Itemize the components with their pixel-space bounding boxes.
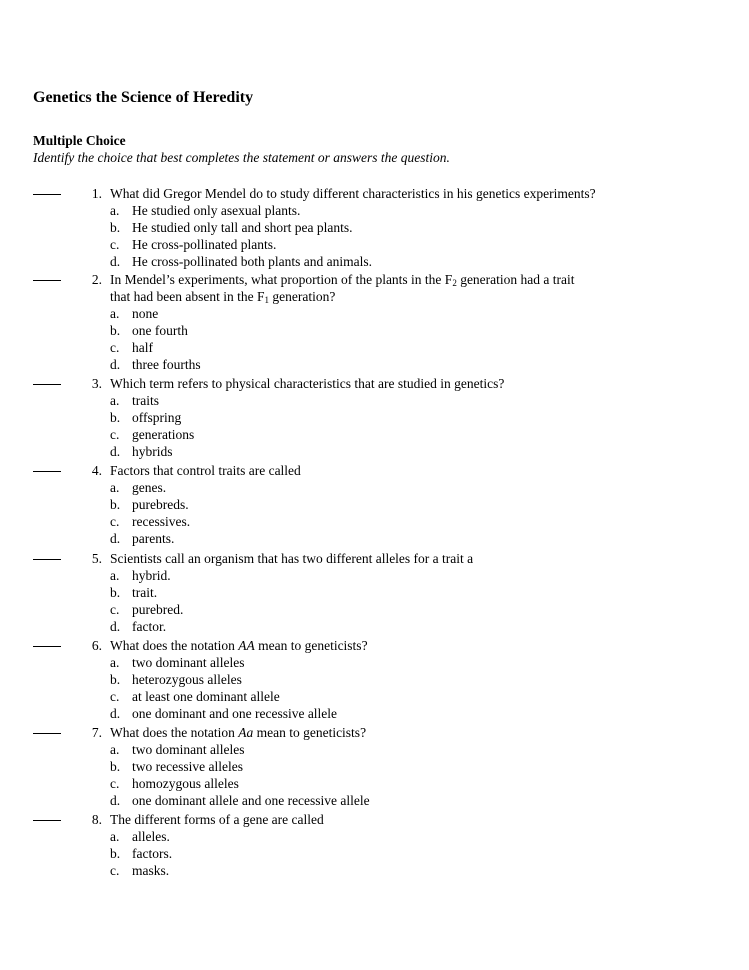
option-text: three fourths [132,357,201,372]
option-c [110,236,276,253]
answer-blank[interactable] [33,383,61,385]
answer-blank[interactable] [33,645,61,647]
option-a [110,828,170,845]
option-d [110,792,370,809]
question-number: 2. [91,272,102,287]
question-text [110,271,630,305]
option-text: parents. [132,531,175,546]
option-d [110,253,372,270]
option-letter: c. [110,427,120,442]
option-text: generations [132,427,195,442]
option-letter: a. [110,203,120,218]
question-text: Which term refers to physical characteristics that are studied in genetics? [110,376,505,391]
option-text: hybrids [132,444,173,459]
option-letter: b. [110,585,121,600]
option-text: two recessive alleles [132,759,243,774]
option-b [110,322,188,339]
option-letter: b. [110,672,121,687]
option-text: two dominant alleles [132,655,245,670]
option-b [110,219,352,236]
option-a [110,741,244,758]
option-letter: d. [110,531,121,546]
option-letter: b. [110,220,121,235]
option-c [110,775,239,792]
option-letter: b. [110,759,121,774]
option-letter: b. [110,497,121,512]
option-text: He studied only asexual plants. [132,203,301,218]
option-text: none [132,306,159,321]
option-text: masks. [132,863,170,878]
subscript: 2 [452,278,457,288]
option-c [110,688,280,705]
question-text: What did Gregor Mendel do to study different characteristics in his genetics experiments? [110,186,596,201]
option-text: one dominant allele and one recessive allele [132,793,370,808]
question-text-part: generation had a trait [456,272,575,287]
option-letter: a. [110,393,120,408]
option-text: He cross-pollinated plants. [132,237,277,252]
option-b [110,584,157,601]
option-text: He cross-pollinated both plants and animals. [132,254,372,269]
option-a [110,392,159,409]
option-b [110,409,181,426]
question-text-part: mean to geneticists? [253,725,367,740]
option-letter: d. [110,619,121,634]
question-text-part: mean to geneticists? [254,638,368,653]
option-a [110,567,171,584]
option-letter: d. [110,254,121,269]
question-text-part: What does the notation [110,638,239,653]
option-letter: c. [110,863,120,878]
option-text: factor. [132,619,167,634]
question-text: Scientists call an organism that has two different alleles for a trait a [110,551,474,566]
question-number: 1. [91,186,102,201]
question-number: 3. [91,376,102,391]
question-number: 6. [91,638,102,653]
option-a [110,654,244,671]
option-d [110,618,166,635]
option-d [110,443,173,460]
option-text: at least one dominant allele [132,689,280,704]
option-letter: b. [110,323,121,338]
question-text-part: generation? [268,289,336,304]
option-letter: b. [110,846,121,861]
option-a [110,305,158,322]
answer-blank[interactable] [33,819,61,821]
option-text: half [132,340,153,355]
question-text-part: that had been absent in the F [110,289,265,304]
option-d [110,356,201,373]
option-letter: c. [110,689,120,704]
option-b [110,845,172,862]
option-d [110,530,174,547]
answer-blank[interactable] [33,193,61,195]
option-a [110,202,300,219]
option-letter: a. [110,568,120,583]
instructions: Identify the choice that best completes the statement or answers the question. [33,150,450,165]
option-b [110,758,243,775]
option-text: one fourth [132,323,188,338]
option-text: two dominant alleles [132,742,245,757]
option-text: homozygous alleles [132,776,239,791]
question-number: 5. [91,551,102,566]
option-letter: a. [110,742,120,757]
option-letter: a. [110,480,120,495]
option-letter: c. [110,602,120,617]
question-number: 7. [91,725,102,740]
option-letter: a. [110,306,120,321]
section-heading: Multiple Choice [33,133,126,148]
question-number: 8. [91,812,102,827]
subscript: 1 [264,295,269,305]
option-text: offspring [132,410,182,425]
answer-blank[interactable] [33,732,61,734]
option-text: traits [132,393,159,408]
option-letter: d. [110,444,121,459]
question-text-part: What does the notation [110,725,239,740]
answer-blank[interactable] [33,279,61,281]
option-c [110,601,183,618]
question-text [110,637,630,654]
question-number: 4. [91,463,102,478]
option-text: genes. [132,480,167,495]
option-text: hybrid. [132,568,171,583]
question-text: The different forms of a gene are called [110,812,324,827]
option-text: purebreds. [132,497,189,512]
option-letter: c. [110,340,120,355]
option-b [110,496,189,513]
option-a [110,479,166,496]
answer-blank[interactable] [33,558,61,560]
option-letter: a. [110,829,120,844]
option-c [110,862,169,879]
option-text: recessives. [132,514,191,529]
option-letter: d. [110,793,121,808]
notation: AA [238,638,255,653]
option-text: heterozygous alleles [132,672,242,687]
page-title: Genetics the Science of Heredity [33,89,254,106]
question-text: Factors that control traits are called [110,463,301,478]
question-text [110,724,630,741]
question-text-part: In Mendel’s experiments, what proportion of the plants in the F [110,272,453,287]
option-text: alleles. [132,829,170,844]
option-c [110,339,153,356]
notation: Aa [238,725,254,740]
option-text: He studied only tall and short pea plants. [132,220,353,235]
option-c [110,513,190,530]
option-letter: c. [110,514,120,529]
option-text: one dominant and one recessive allele [132,706,338,721]
answer-blank[interactable] [33,470,61,472]
option-text: factors. [132,846,173,861]
option-d [110,705,337,722]
option-b [110,671,242,688]
option-letter: a. [110,655,120,670]
option-letter: d. [110,706,121,721]
option-text: trait. [132,585,158,600]
option-text: purebred. [132,602,184,617]
option-letter: d. [110,357,121,372]
option-letter: c. [110,237,120,252]
option-letter: b. [110,410,121,425]
option-c [110,426,194,443]
option-letter: c. [110,776,120,791]
